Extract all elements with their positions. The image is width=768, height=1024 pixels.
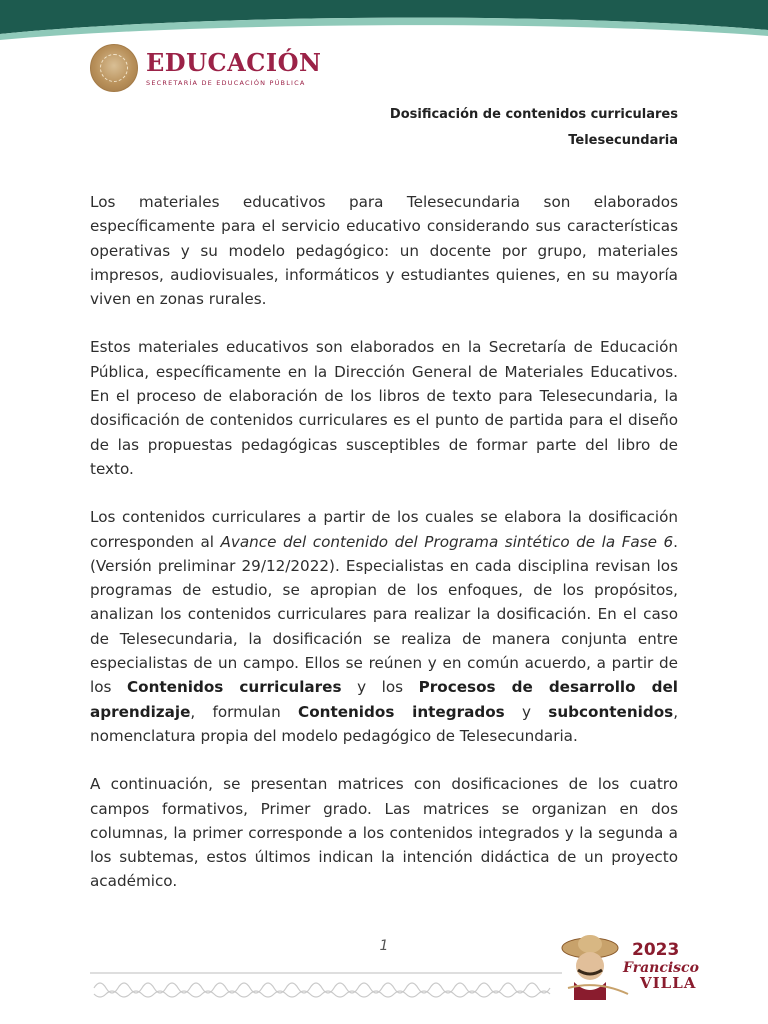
brand-subtitle: SECRETARÍA DE EDUCACIÓN PÚBLICA <box>146 78 306 87</box>
term-procesos-desarrollo: Procesos de desarrollo del aprendizaje <box>90 678 678 721</box>
paragraph-1: Los materiales educativos para Telesecundaria son elaborados específicamente para el servicio educativo considerando sus características operativas y su modelo pedagógico: un docente por grupo, materiales impresos, audiovisuales, informáticos y estudiantes quienes, en su mayoría viven en zonas rurales. <box>90 193 678 309</box>
paragraph-2: Estos materiales educativos son elaborados en la Secretaría de Educación Pública, específicamente en la Dirección General de Materiales Educativos. En el proceso de elaboración de los libros de texto para Telesecundaria, la dosificación de contenidos curriculares es el punto de partida para el diseño de las propuestas pedagógicas susceptibles de formar parte del libro de texto. <box>90 338 678 478</box>
brand-title: EDUCACIÓN <box>146 47 322 77</box>
p3-text-1: Los contenidos curriculares a partir de los cuales se elabora la dosificación corresponden al <box>90 508 678 551</box>
p3-text-2: . (Versión preliminar 29/12/2022). Especialistas en cada disciplina revisan los programas de estudio, se apropian de los enfoques, de los propósitos, analizan los contenidos curriculares para realizar la dosificación. En el caso de Telesecundaria, la dosificación se realiza de manera conjunta entre especialistas de un campo. Ellos se reúnen y en común acuerdo, a partir de los <box>90 532 678 697</box>
document-header <box>390 102 678 154</box>
honoree-first-name: Francisco <box>623 960 699 976</box>
document-title: Dosificación de contenidos curriculares <box>389 107 678 122</box>
honoree-last-name: VILLA <box>640 974 697 992</box>
paragraph-4: A continuación, se presentan matrices con dosificaciones de los cuatro campos formativos, Primer grado. Las matrices se organizan en dos columnas, la primer corresponde a los contenidos integrados y la segunda a los subtemas, estos últimos indican la intención didáctica de un proyecto académico. <box>90 775 678 891</box>
p3-text-3: y los <box>341 678 419 697</box>
p3-text-5: y <box>504 702 549 721</box>
document-subtitle: Telesecundaria <box>568 133 678 148</box>
footer-ornament <box>90 970 562 1000</box>
year-label: 2023 <box>632 940 680 960</box>
national-seal-icon <box>90 44 138 92</box>
top-decorative-band <box>0 0 768 40</box>
p3-text-6: , nomenclatura propia del modelo pedagógico de Telesecundaria. <box>90 702 679 745</box>
paragraph-3 <box>90 505 678 748</box>
term-contenidos-curriculares: Contenidos curriculares <box>127 678 342 697</box>
program-reference: Avance del contenido del Programa sintético de la Fase 6 <box>220 532 674 551</box>
term-subcontenidos: subcontenidos <box>548 702 674 721</box>
p3-text-4: , formulan <box>190 702 299 721</box>
sep-logo <box>90 44 321 92</box>
body-text <box>90 190 678 918</box>
page-number: 1 <box>379 938 389 954</box>
term-contenidos-integrados: Contenidos integrados <box>298 702 505 721</box>
